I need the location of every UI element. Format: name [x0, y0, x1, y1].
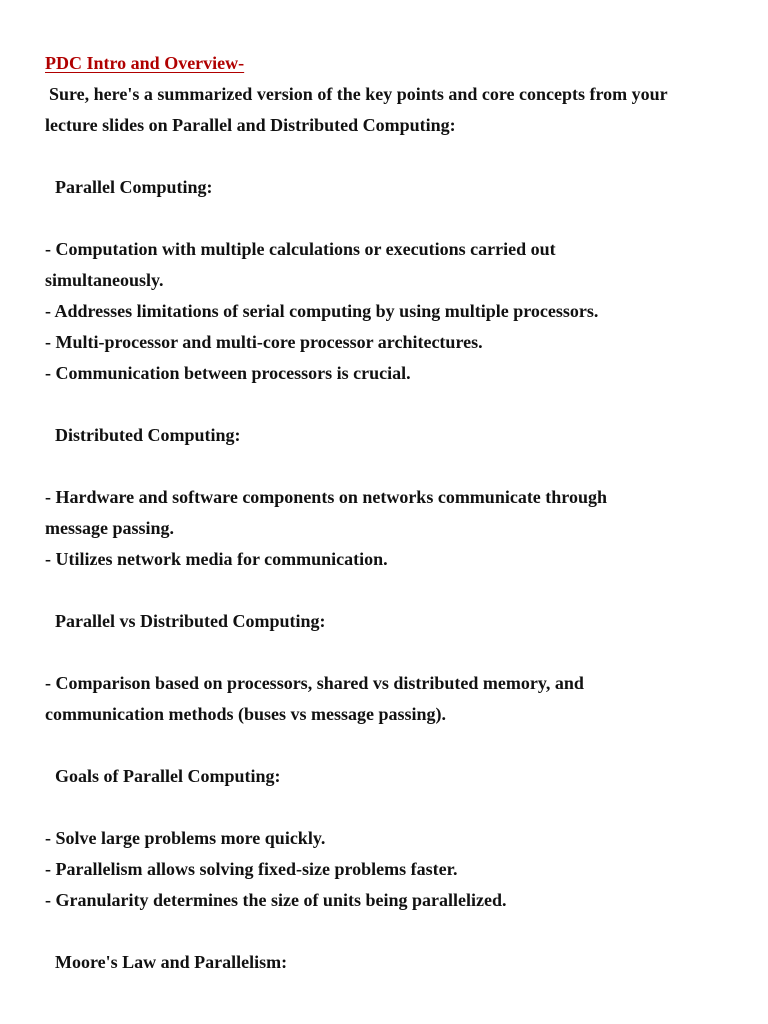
section-line: - Comparison based on processors, shared vs distributed memory, and: [45, 673, 584, 693]
spacer: [45, 575, 736, 606]
spacer: [45, 389, 736, 420]
spacer: [45, 637, 736, 668]
intro-text-line-2: lecture slides on Parallel and Distributed Computing:: [45, 115, 456, 135]
section-line: - Multi-processor and multi-core processor architectures.: [45, 332, 483, 352]
section-heading-distributed-computing: Distributed Computing:: [55, 425, 241, 445]
section-line: simultaneously.: [45, 270, 164, 290]
section-heading-parallel-vs-distributed: Parallel vs Distributed Computing:: [55, 611, 326, 631]
section-line: - Hardware and software components on networks communicate through: [45, 487, 607, 507]
spacer: [45, 203, 736, 234]
section-heading-goals-parallel-computing: Goals of Parallel Computing:: [55, 766, 281, 786]
section-line: message passing.: [45, 518, 175, 538]
spacer: [45, 792, 736, 823]
section-line: - Solve large problems more quickly.: [45, 828, 326, 848]
intro-text-line-1: Sure, here's a summarized version of the key points and core concepts from your: [49, 84, 668, 104]
section-line: - Granularity determines the size of units being parallelized.: [45, 890, 507, 910]
spacer: [45, 451, 736, 482]
section-heading-parallel-computing: Parallel Computing:: [55, 177, 213, 197]
section-line: communication methods (buses vs message passing).: [45, 704, 447, 724]
spacer: [45, 141, 736, 172]
section-line: - Communication between processors is crucial.: [45, 363, 411, 383]
section-line: - Utilizes network media for communication.: [45, 549, 388, 569]
spacer: [45, 730, 736, 761]
spacer: [45, 916, 736, 947]
section-line: - Parallelism allows solving fixed-size problems faster.: [45, 859, 458, 879]
section-line: - Addresses limitations of serial computing by using multiple processors.: [45, 301, 599, 321]
document-title: PDC Intro and Overview-: [45, 53, 245, 73]
section-line: - Computation with multiple calculations or executions carried out: [45, 239, 556, 259]
section-heading-moores-law: Moore's Law and Parallelism:: [55, 952, 288, 972]
